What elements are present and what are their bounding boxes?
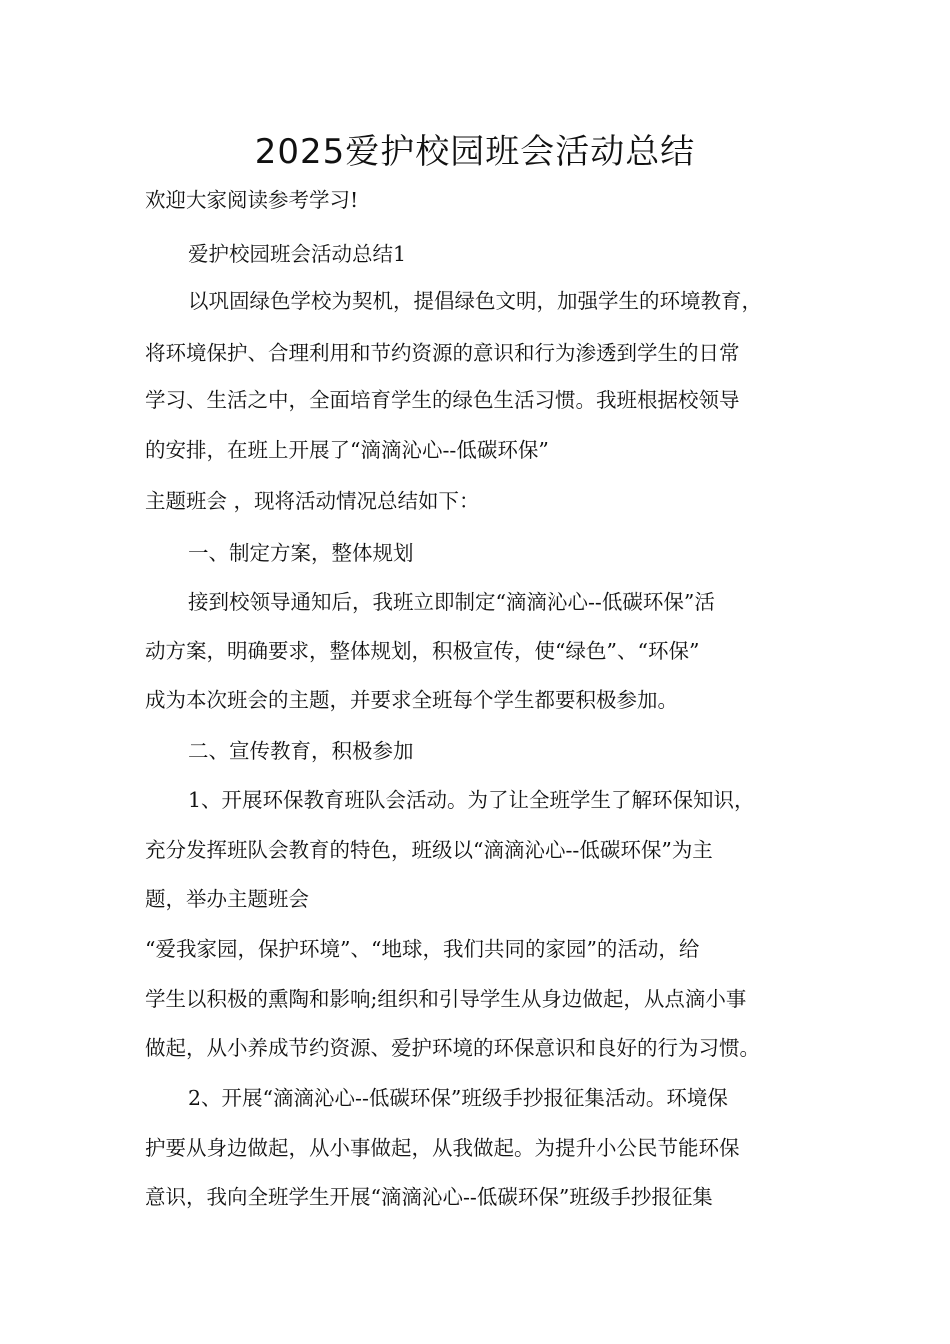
- subheading-1: 一、制定方案，整体规划: [188, 541, 414, 565]
- body-line: 学习、生活之中，全面培育学生的绿色生活习惯。我班根据校领导: [145, 388, 740, 412]
- body-line: 主题班会 ，现将活动情况总结如下：: [145, 489, 480, 513]
- body-line: 题，举办主题班会: [145, 887, 309, 911]
- body-line: 充分发挥班队会教育的特色，班级以“滴滴沁心--低碳环保”为主: [145, 838, 713, 862]
- body-line: 的安排，在班上开展了“滴滴沁心--低碳环保”: [145, 438, 549, 462]
- body-line: 2、开展“滴滴沁心--低碳环保”班级手抄报征集活动。环境保: [188, 1086, 728, 1110]
- body-line: 接到校领导通知后，我班立即制定“滴滴沁心--低碳环保”活: [188, 590, 715, 614]
- section-heading: 爱护校园班会活动总结1: [188, 242, 407, 266]
- body-line: 做起，从小养成节约资源、爱护环境的环保意识和良好的行为习惯。: [145, 1036, 760, 1060]
- subheading-2: 二、宣传教育，积极参加: [188, 739, 414, 763]
- body-line: 学生以积极的熏陶和影响;组织和引导学生从身边做起，从点滴小事: [145, 987, 747, 1011]
- body-line: 护要从身边做起，从小事做起，从我做起。为提升小公民节能环保: [145, 1136, 740, 1160]
- body-line: 以巩固绿色学校为契机，提倡绿色文明，加强学生的环境教育，: [188, 289, 762, 313]
- body-line: “爱我家园，保护环境”、“地球，我们共同的家园”的活动，给: [145, 937, 700, 961]
- body-line: 动方案，明确要求，整体规划，积极宣传，使“绿色”、“环保”: [145, 639, 700, 663]
- body-line: 将环境保护、合理利用和节约资源的意识和行为渗透到学生的日常: [145, 341, 740, 365]
- body-line: 意识，我向全班学生开展“滴滴沁心--低碳环保”班级手抄报征集: [145, 1185, 713, 1209]
- document-title: 2025爱护校园班会活动总结: [254, 132, 696, 172]
- body-line: 1、开展环保教育班队会活动。为了让全班学生了解环保知识，: [188, 788, 755, 812]
- greeting-line: 欢迎大家阅读参考学习!: [145, 188, 359, 212]
- body-line: 成为本次班会的主题，并要求全班每个学生都要积极参加。: [145, 688, 678, 712]
